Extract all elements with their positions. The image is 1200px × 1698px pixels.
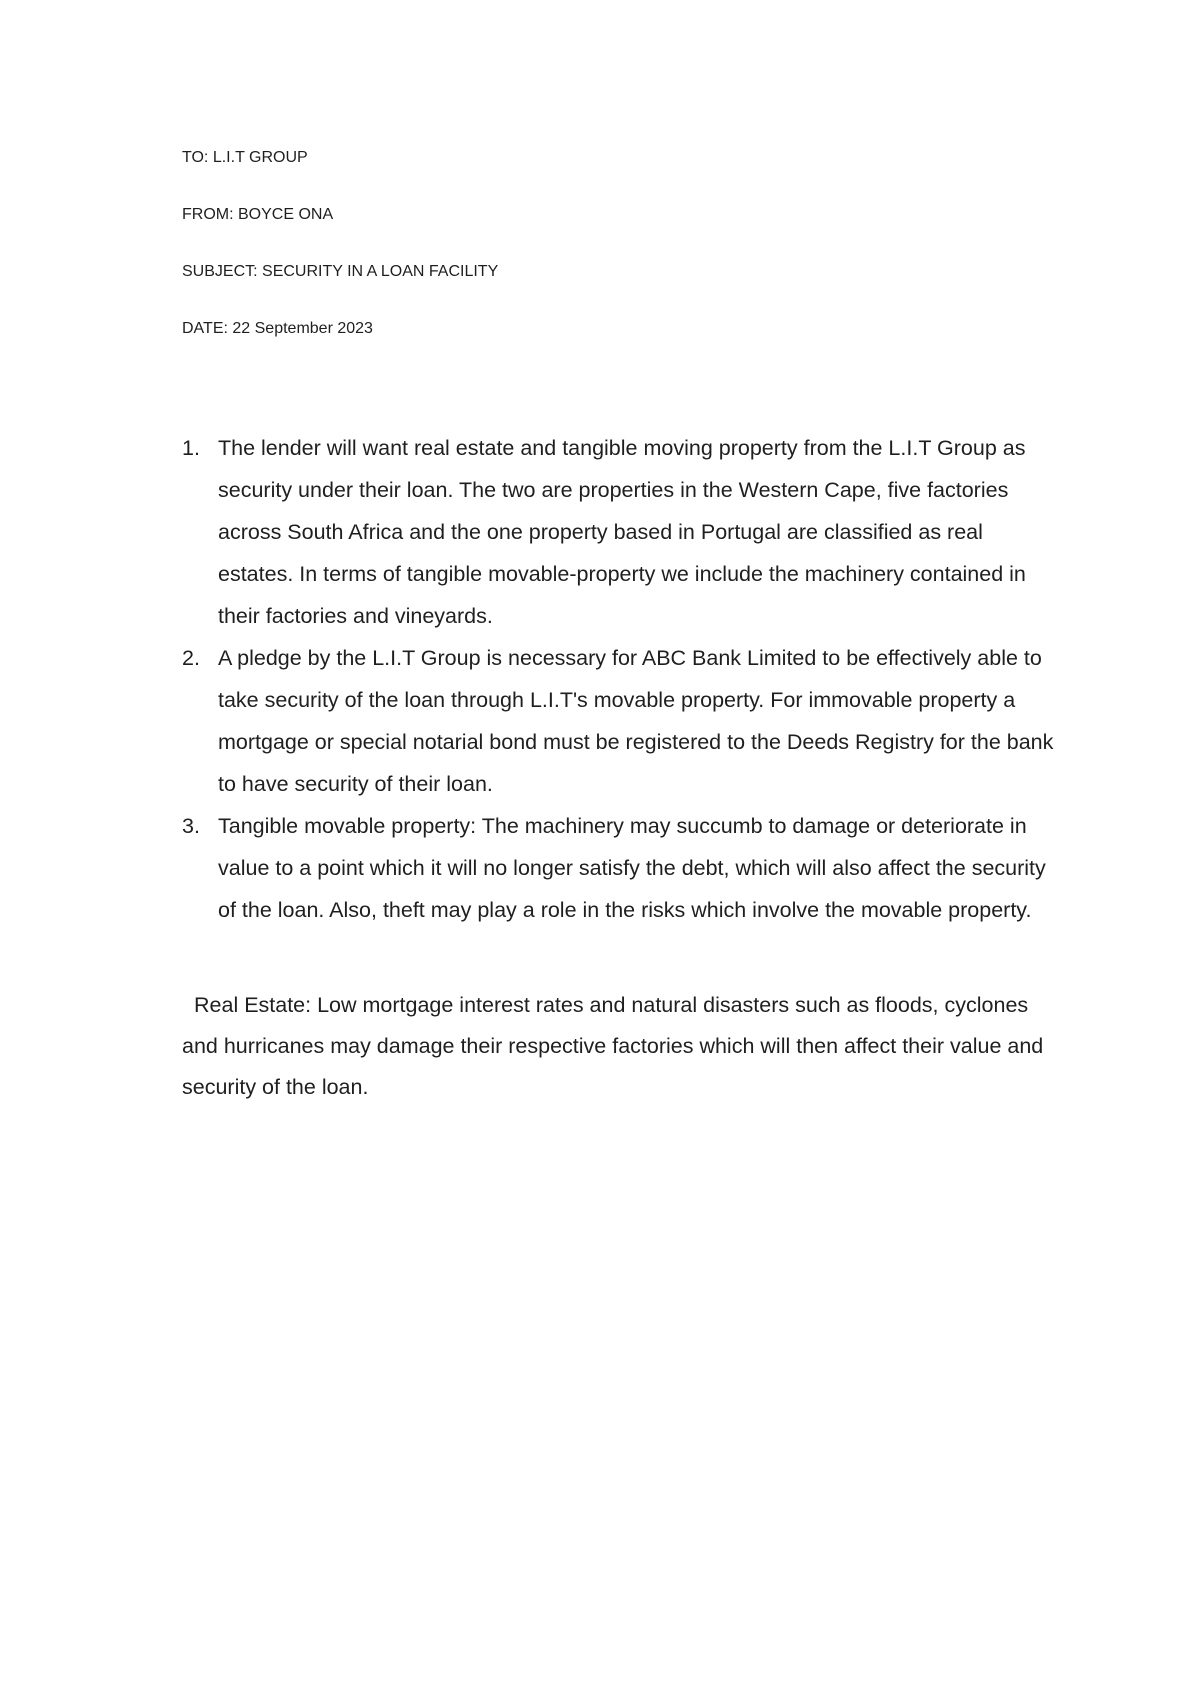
list-item-text: Tangible movable property: The machinery may succumb to damage or deteriorate in value to a point which it will no longer satisfy the debt, which will also affect the security of the loan. Also, theft may play a role in the risks which involve the movable property. [218, 814, 1046, 922]
closing-paragraph: Real Estate: Low mortgage interest rates and natural disasters such as floods, cyclones and hurricanes may damage their respective factories which will then affect their value and security of the loan. [182, 993, 1044, 1099]
memo-date-label: DATE: [182, 320, 228, 337]
memo-to-line [182, 148, 982, 168]
numbered-points [182, 427, 1062, 931]
memo-date-line [182, 319, 982, 339]
memo-from-value: BOYCE ONA [238, 206, 334, 223]
list-item-number: 1. [182, 436, 200, 460]
memo-from-label: FROM: [182, 206, 234, 223]
memo-subject-value: SECURITY IN A LOAN FACILITY [262, 263, 499, 280]
list-item-text: A pledge by the L.I.T Group is necessary for ABC Bank Limited to be effectively able to take security of the loan through L.I.T's movable property. For immovable property a mortgage or special notarial bond must be registered to the Deeds Registry for the bank to have security of their loan. [218, 646, 1054, 796]
memo-subject-line [182, 262, 982, 282]
list-item [182, 805, 1062, 931]
memo-date-value: 22 September 2023 [232, 320, 373, 337]
memo-to-value: L.I.T GROUP [212, 149, 308, 166]
memo-to-label: TO: [182, 149, 209, 166]
list-item-number: 2. [182, 646, 200, 670]
list-item [182, 427, 1062, 637]
memo-subject-label: SUBJECT: [182, 263, 258, 280]
list-item-text: The lender will want real estate and tangible moving property from the L.I.T Group as security under their loan. The two are properties in the Western Cape, five factories across South Africa and the one property based in Portugal are classified as real estates. In terms of tangible movable-property we include the machinery contained in their factories and vineyards. [218, 436, 1026, 628]
memo-from-line [182, 205, 982, 225]
memo-header [182, 148, 982, 376]
list-item [182, 637, 1062, 805]
list-item-number: 3. [182, 814, 200, 838]
